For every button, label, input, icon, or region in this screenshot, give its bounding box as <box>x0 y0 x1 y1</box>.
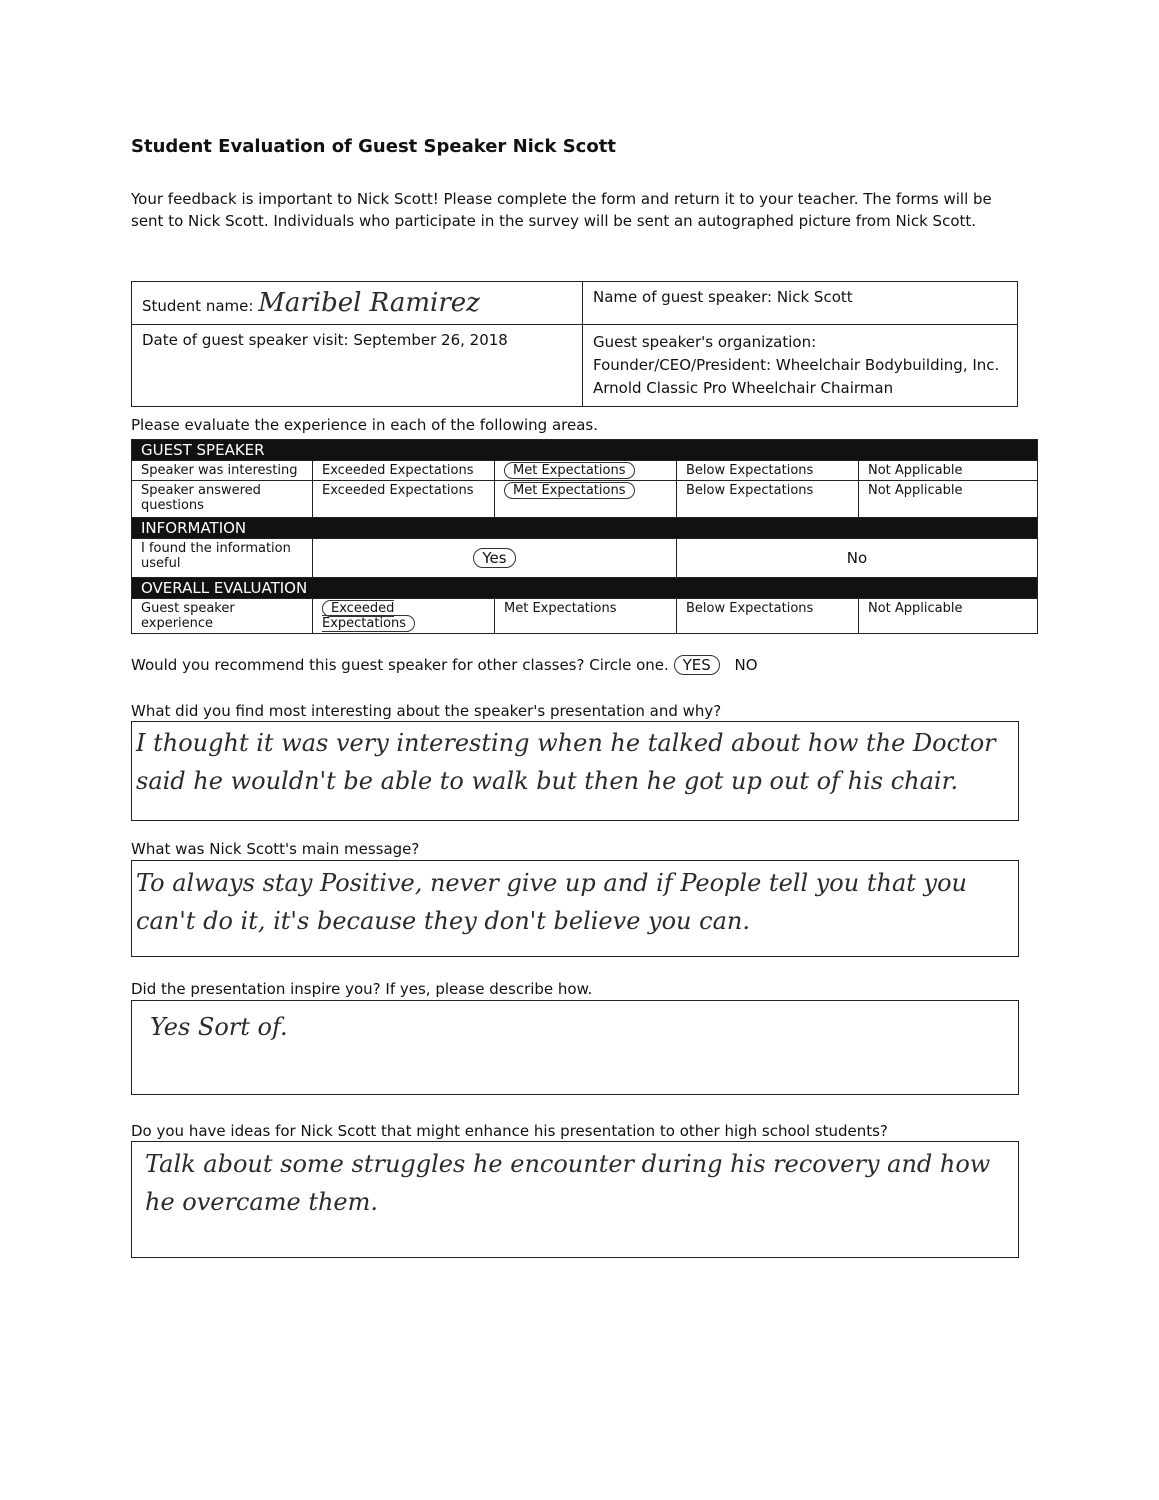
q4-answer: Talk about some struggles he encounter during his recovery and how he overcame them. <box>145 1150 991 1216</box>
org-line-2: Arnold Classic Pro Wheelchair Chairman <box>593 379 894 397</box>
q4-question: Do you have ideas for Nick Scott that might enhance his presentation to other high school students? <box>131 1122 888 1140</box>
section-guest-speaker: GUEST SPEAKER <box>132 440 1038 461</box>
q3-question: Did the presentation inspire you? If yes, please describe how. <box>131 980 593 998</box>
q1-question: What did you find most interesting about the speaker's presentation and why? <box>131 702 722 720</box>
evaluate-prompt: Please evaluate the experience in each of the following areas. <box>131 416 599 434</box>
visit-date-cell: Date of guest speaker visit: September 26, 2018 <box>132 325 583 407</box>
row-interesting-na: Not Applicable <box>859 461 1038 481</box>
row-experience-label: Guest speaker experience <box>132 599 313 634</box>
row-interesting-exceeded: Exceeded Expectations <box>313 461 495 481</box>
row-answered-below: Below Expectations <box>677 481 859 518</box>
q2-answer: To always stay Positive, never give up and if People tell you that you can't do it, it's because they don't believe you can. <box>136 869 967 935</box>
recommend-row <box>131 656 758 674</box>
speaker-name-cell: Name of guest speaker: Nick Scott <box>583 282 1018 325</box>
row-experience-below: Below Expectations <box>677 599 859 634</box>
q2-question: What was Nick Scott's main message? <box>131 840 420 858</box>
row-answered-met-circled: Met Expectations <box>504 482 635 499</box>
recommend-yes-circled: YES <box>674 655 720 675</box>
row-answered-label: Speaker answered questions <box>132 481 313 518</box>
useful-no: No <box>677 539 1038 578</box>
row-experience-met: Met Expectations <box>495 599 677 634</box>
student-name-label: Student name: <box>142 297 254 315</box>
recommend-question: Would you recommend this guest speaker for other classes? Circle one. <box>131 656 669 674</box>
organization-cell <box>583 325 1018 407</box>
org-line-1: Founder/CEO/President: Wheelchair Bodybuilding, Inc. <box>593 356 1000 374</box>
org-label: Guest speaker's organization: <box>593 333 817 351</box>
q1-answer: I thought it was very interesting when he talked about how the Doctor said he wouldn't be able to walk but then he got up out of his chair. <box>136 729 996 795</box>
row-useful-label: I found the information useful <box>132 539 313 578</box>
student-name-value: Maribel Ramirez <box>258 288 480 318</box>
form-intro: Your feedback is important to Nick Scott! Please complete the form and return it to your teacher. The forms will be sent to Nick Scott. Individuals who participate in the survey will be sent an autographed picture from Nick Scott. <box>131 190 992 230</box>
info-table <box>131 281 1018 407</box>
row-interesting-met-circled: Met Expectations <box>504 462 635 479</box>
q3-answer: Yes Sort of. <box>150 1013 288 1041</box>
row-answered-na: Not Applicable <box>859 481 1038 518</box>
useful-yes-circled: Yes <box>473 548 515 568</box>
recommend-no: NO <box>734 656 758 674</box>
evaluation-table <box>131 439 1038 634</box>
row-interesting-label: Speaker was interesting <box>132 461 313 481</box>
row-experience-na: Not Applicable <box>859 599 1038 634</box>
section-information: INFORMATION <box>132 518 1038 539</box>
row-answered-exceeded: Exceeded Expectations <box>313 481 495 518</box>
form-title: Student Evaluation of Guest Speaker Nick Scott <box>131 136 616 157</box>
row-experience-exceeded-circled: Exceeded Expectations <box>322 600 415 632</box>
row-interesting-below: Below Expectations <box>677 461 859 481</box>
student-name-cell <box>132 282 583 325</box>
section-overall: OVERALL EVALUATION <box>132 578 1038 599</box>
